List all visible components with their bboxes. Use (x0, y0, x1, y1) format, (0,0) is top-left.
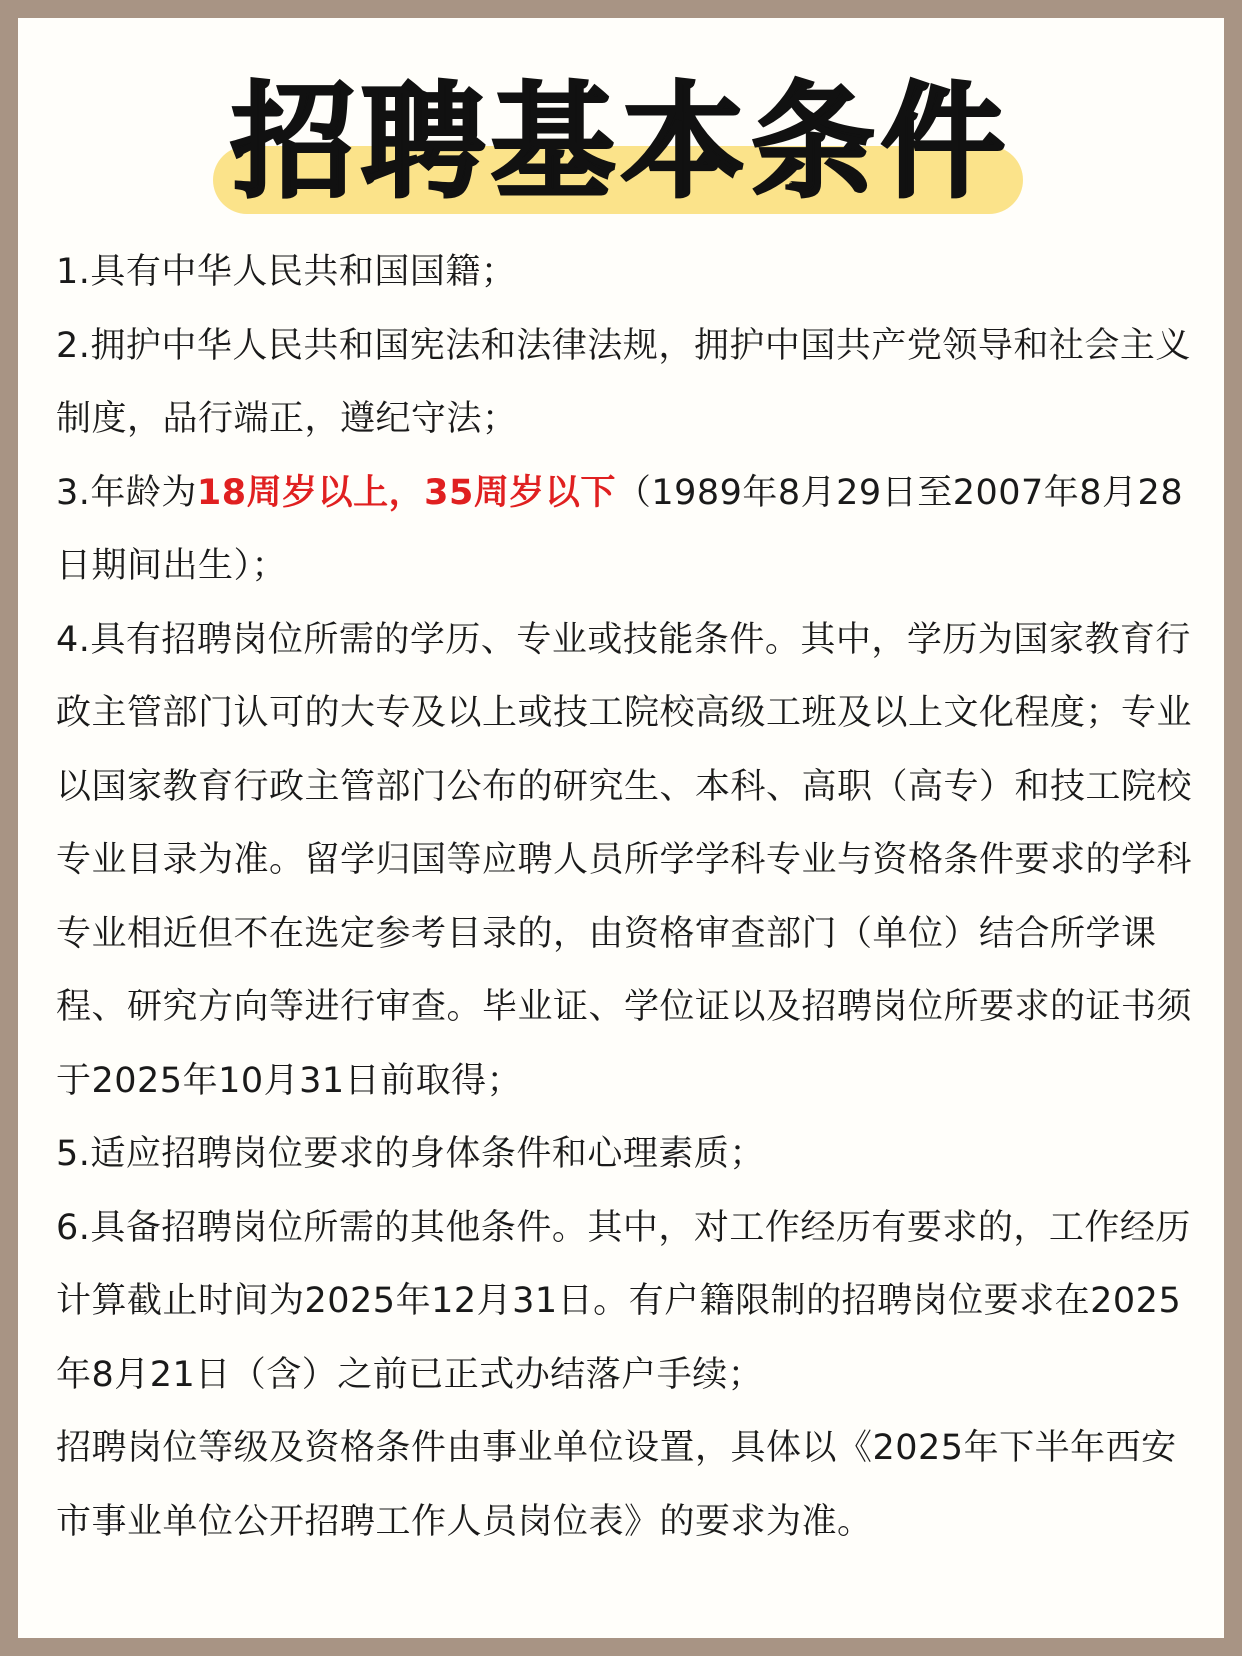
conditions-list (56, 236, 1196, 1559)
condition-item-5: 5.适应招聘岗位要求的身体条件和心理素质； (56, 1134, 765, 1174)
condition-item-1: 1.具有中华人民共和国国籍； (56, 252, 517, 292)
condition-item-3-suffix: （1989年8月29日至2007年8月28日期间出生）； (56, 472, 1184, 586)
title-area (18, 68, 1224, 218)
condition-item-6: 6.具备招聘岗位所需的其他条件。其中，对工作经历有要求的，工作经历计算截止时间为2025年12月31日。有户籍限制的招聘岗位要求在2025年8月21日（含）之前已正式办结落户手续； (56, 1207, 1191, 1395)
age-range-highlight: 18周岁以上，35周岁以下 (196, 472, 616, 513)
condition-item-2: 2.拥护中华人民共和国宪法和法律法规，拥护中国共产党领导和社会主义制度，品行端正，遵纪守法； (56, 325, 1191, 439)
condition-item-4: 4.具有招聘岗位所需的学历、专业或技能条件。其中，学历为国家教育行政主管部门认可的大专及以上或技工院校高级工班及以上文化程度；专业以国家教育行政主管部门公布的研究生、本科、高职（高专）和技工院校专业目录为准。留学归国等应聘人员所学学科专业与资格条件要求的学科专业相近但不在选定参考目录的，由资格审查部门（单位）结合所学课程、研究方向等进行审查。毕业证、学位证以及招聘岗位所要求的证书须于2025年10月31日前取得； (56, 619, 1193, 1101)
page-title: 招聘基本条件 (230, 71, 1011, 215)
closing-note: 招聘岗位等级及资格条件由事业单位设置，具体以《2025年下半年西安市事业单位公开招聘工作人员岗位表》的要求为准。 (56, 1428, 1177, 1542)
document-card (18, 18, 1224, 1638)
condition-item-3 (56, 457, 1196, 604)
condition-item-3-prefix: 3.年龄为 (56, 472, 197, 513)
